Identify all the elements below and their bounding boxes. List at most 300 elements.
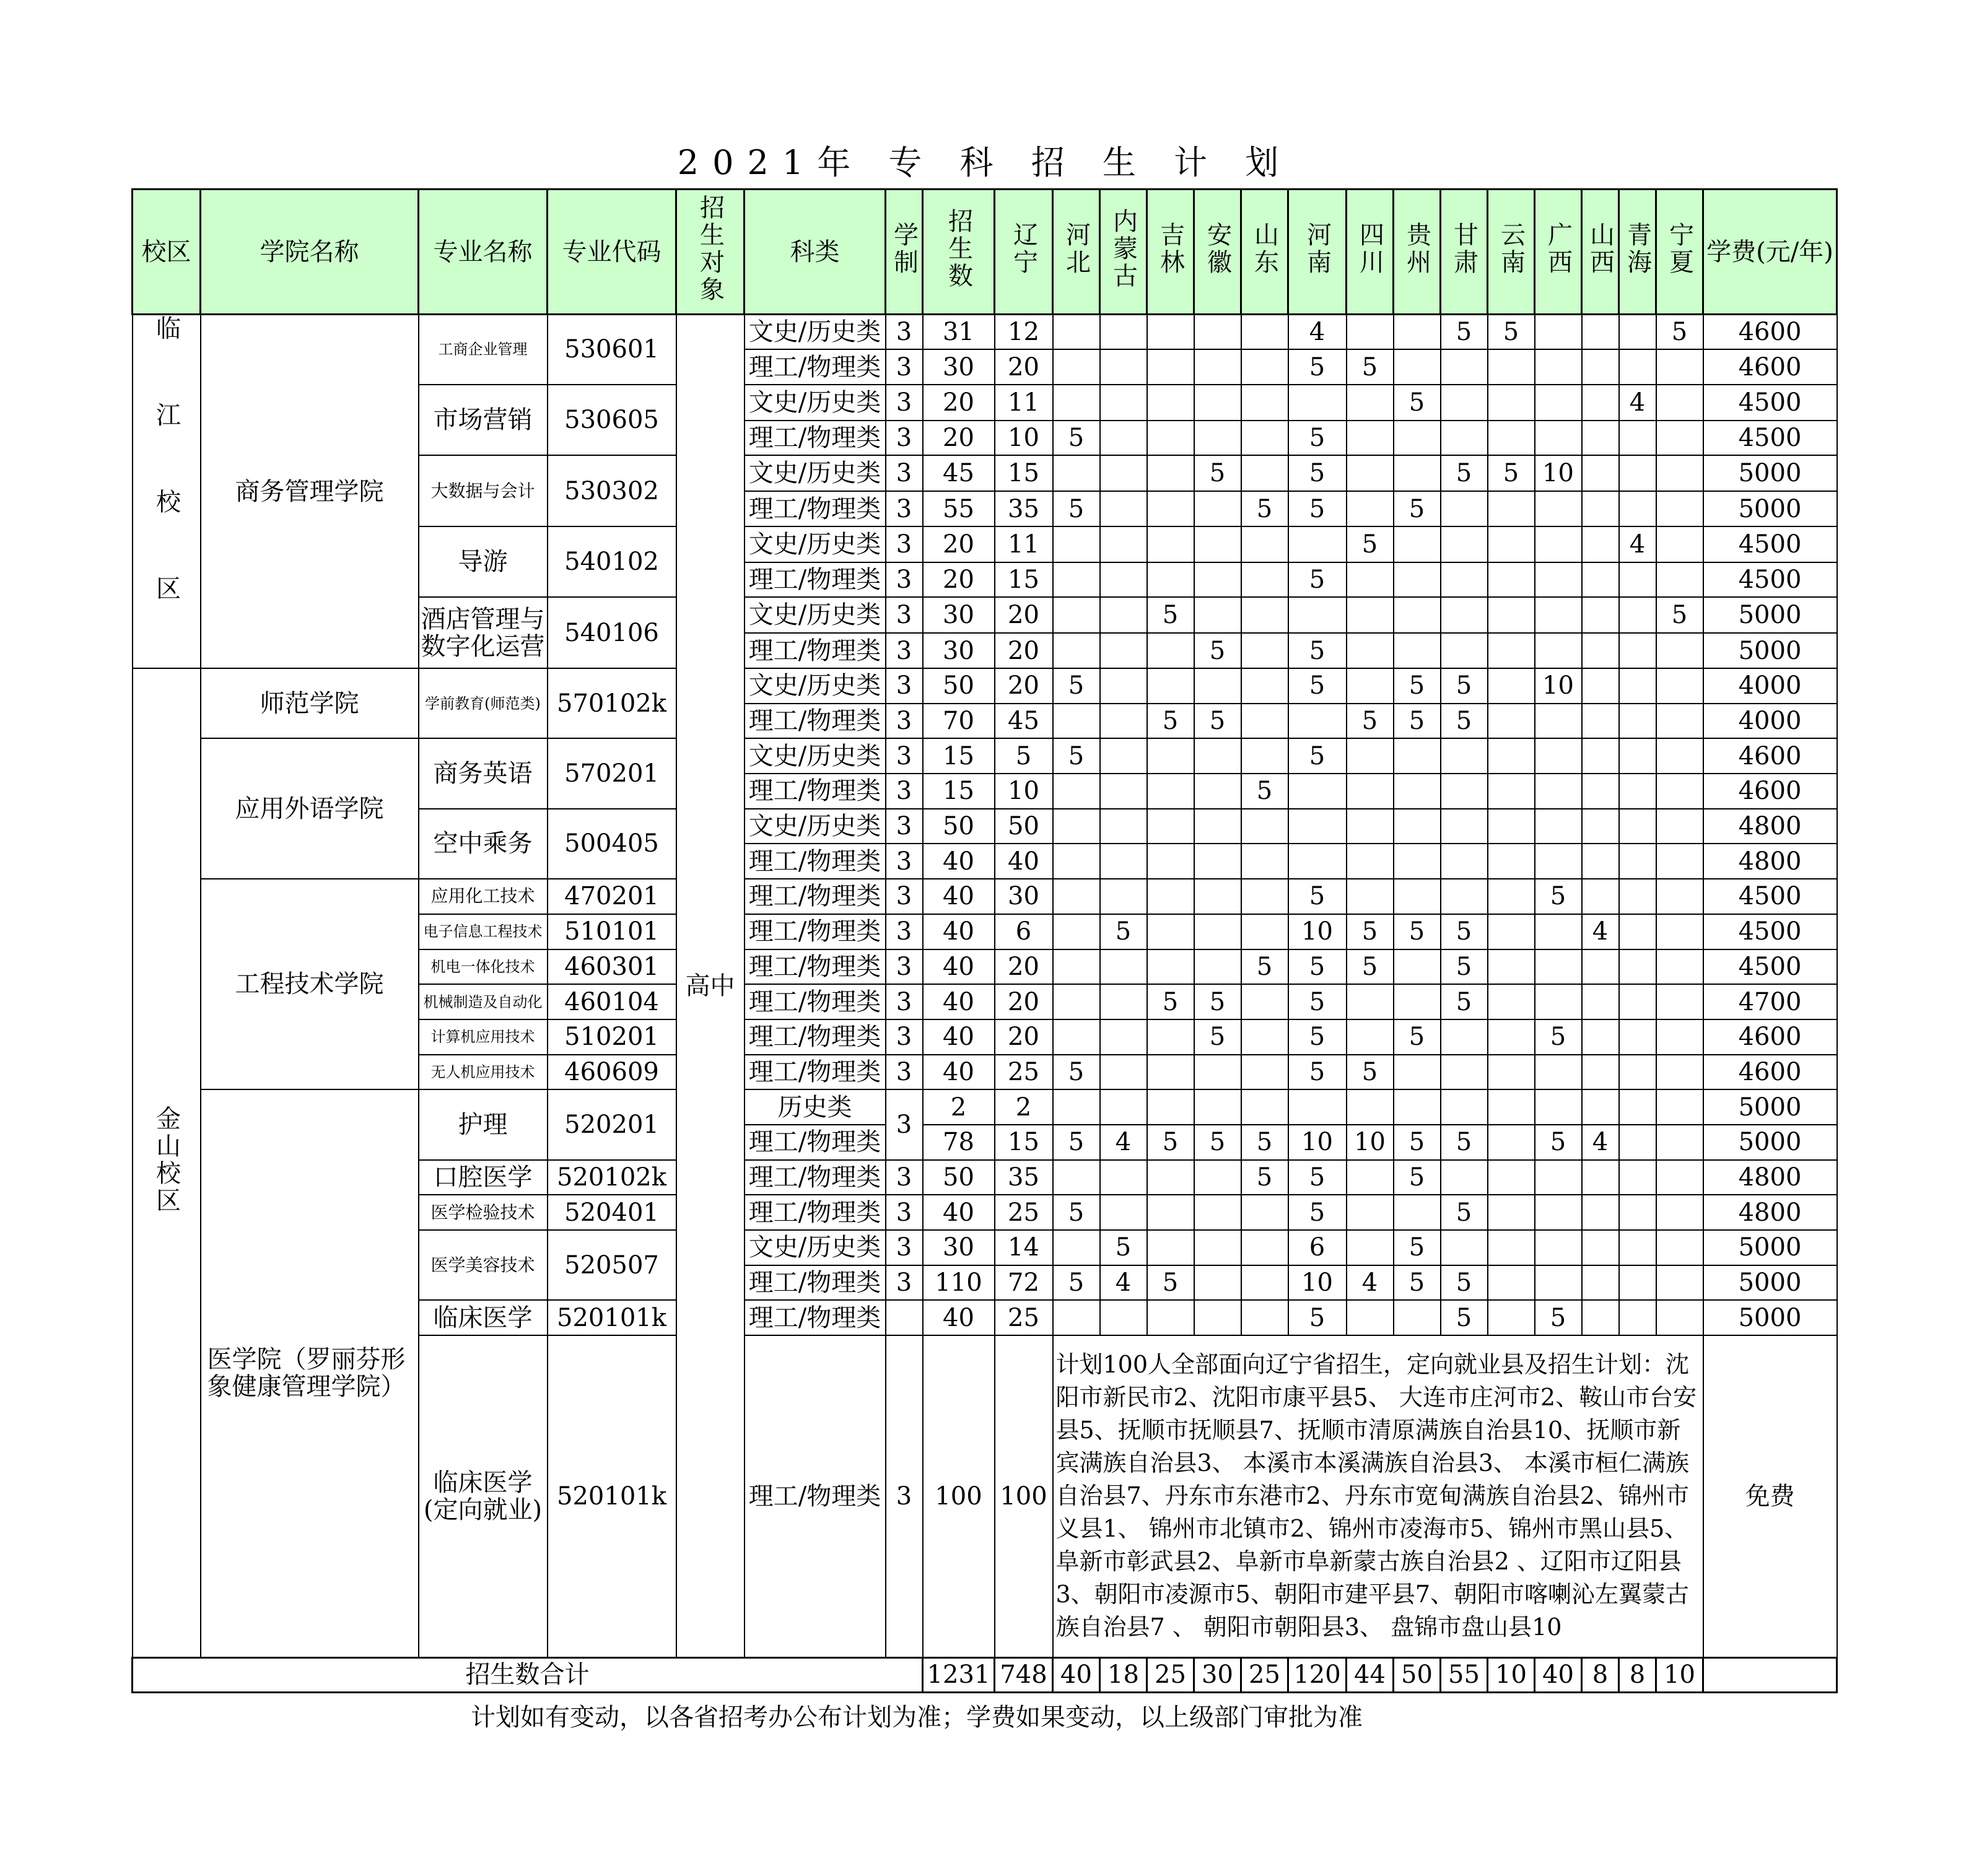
province-quota-cell (1441, 809, 1488, 844)
province-quota-cell (1053, 844, 1100, 879)
total-cell: 2 (923, 1089, 995, 1125)
category-cell: 文史/历史类 (745, 668, 886, 704)
province-quota-cell: 50 (995, 809, 1053, 844)
province-quota-cell (1582, 633, 1619, 668)
province-quota-cell: 5 (1347, 526, 1394, 562)
province-quota-cell: 5 (1441, 1300, 1488, 1335)
major-code-cell: 510201 (548, 1019, 676, 1055)
province-quota-cell (1241, 455, 1288, 491)
province-quota-cell (1656, 491, 1703, 526)
province-quota-cell (1053, 984, 1100, 1019)
province-quota-cell: 10 (1535, 455, 1582, 491)
province-quota-cell (1241, 349, 1288, 385)
province-quota-cell (1488, 704, 1535, 739)
province-quota-cell (1535, 774, 1582, 809)
province-quota-cell (1582, 879, 1619, 914)
totals-row (133, 1657, 1837, 1692)
total-cell: 30 (923, 633, 995, 668)
totals-province: 40 (1053, 1657, 1100, 1692)
province-quota-cell (1147, 809, 1194, 844)
province-quota-cell: 5 (1053, 491, 1100, 526)
header-category: 科类 (745, 190, 886, 315)
province-quota-cell (1441, 774, 1488, 809)
province-quota-cell (1656, 1055, 1703, 1090)
category-cell: 理工/物理类 (745, 1055, 886, 1090)
province-quota-cell (1619, 633, 1656, 668)
province-quota-cell (1488, 809, 1535, 844)
province-quota-cell (1194, 949, 1241, 985)
province-quota-cell: 10 (1288, 1265, 1347, 1301)
province-quota-cell (1488, 562, 1535, 598)
province-quota-cell (1656, 914, 1703, 949)
province-quota-cell (1194, 1055, 1241, 1090)
province-quota-cell (1441, 526, 1488, 562)
header-years-label: 学制 (889, 222, 919, 276)
years-cell: 3 (886, 949, 923, 985)
category-cell: 理工/物理类 (745, 1300, 886, 1335)
province-quota-cell (1194, 385, 1241, 421)
province-quota-cell: 5 (1241, 1160, 1288, 1195)
province-quota-cell: 5 (1441, 1195, 1488, 1230)
total-cell: 40 (923, 1300, 995, 1335)
province-quota-cell: 4 (1347, 1265, 1394, 1301)
province-quota-cell: 5 (1053, 1125, 1100, 1160)
header-province (1488, 190, 1535, 315)
province-quota-cell: 5 (1053, 1055, 1100, 1090)
years-cell: 3 (886, 774, 923, 809)
province-quota-cell: 5 (1288, 668, 1347, 704)
province-quota-cell (1241, 1055, 1288, 1090)
province-quota-cell (1194, 562, 1241, 598)
fee-cell: 4600 (1703, 738, 1837, 774)
province-quota-cell (1656, 949, 1703, 985)
province-quota-cell (1100, 984, 1147, 1019)
header-province (1053, 190, 1100, 315)
province-quota-cell (1535, 809, 1582, 844)
years-cell: 3 (886, 633, 923, 668)
province-quota-cell (1347, 633, 1394, 668)
campus-cell (133, 315, 201, 669)
province-quota-cell (1347, 315, 1394, 350)
province-quota-cell (1147, 1230, 1194, 1265)
province-quota-cell (1347, 421, 1394, 456)
province-quota-cell (1488, 668, 1535, 704)
province-quota-cell (1535, 597, 1582, 633)
province-quota-cell (1582, 526, 1619, 562)
province-quota-cell (1535, 704, 1582, 739)
province-quota-cell (1619, 1300, 1656, 1335)
province-quota-cell: 11 (995, 385, 1053, 421)
header-province (1656, 190, 1703, 315)
province-quota-cell: 20 (995, 984, 1053, 1019)
province-quota-cell (1619, 704, 1656, 739)
province-quota-cell (1582, 738, 1619, 774)
fee-cell: 4500 (1703, 562, 1837, 598)
province-quota-cell: 5 (1441, 949, 1488, 985)
province-quota-cell (1053, 455, 1100, 491)
total-cell: 50 (923, 809, 995, 844)
province-quota-cell (1394, 879, 1441, 914)
province-quota-cell (1488, 1195, 1535, 1230)
province-quota-cell (1241, 1230, 1288, 1265)
province-quota-cell: 10 (1535, 668, 1582, 704)
province-quota-cell (1100, 349, 1147, 385)
directed-plan-note: 计划100人全部面向辽宁省招生，定向就业县及招生计划：沈阳市新民市2、沈阳市康平县5、 大连市庄河市2、鞍山市台安县5、抚顺市抚顺县7、抚顺市清原满族自治县10、抚顺市新宾满族自治县3、 本溪市本溪满族自治县3、 本溪市桓仁满族自治县7、丹东市东港市2、丹东市宽甸满族自治县2、锦州市义县1、 锦州市北镇市2、锦州市凌海市5、锦州市黑山县5、 阜新市彰武县2、阜新市阜新蒙古族自治县2 、辽阳市辽阳县3、朝阳市凌源市5、朝阳市建平县7、朝阳市喀喇沁左翼蒙古族自治县7 、 朝阳市朝阳县3、 盘锦市盘山县10 (1053, 1335, 1703, 1657)
header-total (923, 190, 995, 315)
province-quota-cell (1100, 633, 1147, 668)
totals-province: 40 (1535, 1657, 1582, 1692)
province-quota-cell (1347, 738, 1394, 774)
province-quota-cell: 5 (1488, 315, 1535, 350)
province-quota-cell (1488, 1230, 1535, 1265)
category-cell: 文史/历史类 (745, 455, 886, 491)
category-cell: 文史/历史类 (745, 809, 886, 844)
province-quota-cell (1194, 774, 1241, 809)
province-quota-cell (1053, 704, 1100, 739)
province-quota-cell (1582, 1019, 1619, 1055)
major-name-cell: 空中乘务 (419, 809, 548, 879)
province-quota-cell: 5 (1535, 1125, 1582, 1160)
province-quota-cell (1147, 738, 1194, 774)
total-cell: 20 (923, 385, 995, 421)
category-cell: 理工/物理类 (745, 1195, 886, 1230)
header-college: 学院名称 (201, 190, 419, 315)
province-quota-cell (1241, 597, 1288, 633)
province-quota-cell (1619, 597, 1656, 633)
province-quota-cell (1241, 668, 1288, 704)
province-quota-cell (1053, 526, 1100, 562)
province-quota-cell: 10 (1288, 914, 1347, 949)
totals-province: 25 (1241, 1657, 1288, 1692)
years-cell: 3 (886, 1019, 923, 1055)
province-quota-cell: 5 (1053, 738, 1100, 774)
years-cell: 3 (886, 1055, 923, 1090)
category-cell: 理工/物理类 (745, 1019, 886, 1055)
fee-cell: 4500 (1703, 879, 1837, 914)
province-quota-cell: 5 (1394, 1019, 1441, 1055)
major-name-cell: 临床医学(定向就业) (419, 1335, 548, 1657)
province-quota-cell (1394, 809, 1441, 844)
fee-cell: 5000 (1703, 597, 1837, 633)
province-quota-cell (1441, 738, 1488, 774)
fee-cell: 4000 (1703, 668, 1837, 704)
years-cell: 3 (886, 1089, 923, 1159)
major-name-cell: 医学检验技术 (419, 1195, 548, 1230)
province-quota-cell (1194, 738, 1241, 774)
province-quota-cell (1241, 914, 1288, 949)
province-quota-cell: 5 (1441, 1125, 1488, 1160)
province-quota-cell (1100, 315, 1147, 350)
province-quota-cell (1619, 1089, 1656, 1125)
province-quota-cell (1488, 1160, 1535, 1195)
province-quota-cell (1582, 491, 1619, 526)
fee-cell: 4600 (1703, 315, 1837, 350)
years-cell: 3 (886, 984, 923, 1019)
header-province (1582, 190, 1619, 315)
province-quota-cell (1656, 984, 1703, 1019)
province-quota-cell (1488, 774, 1535, 809)
province-quota-cell: 5 (1488, 455, 1535, 491)
province-quota-cell (1241, 385, 1288, 421)
fee-cell: 4000 (1703, 704, 1837, 739)
province-quota-cell (1194, 668, 1241, 704)
province-quota-cell (1100, 421, 1147, 456)
province-quota-cell (1441, 1160, 1488, 1195)
total-cell: 50 (923, 1160, 995, 1195)
years-cell: 3 (886, 879, 923, 914)
province-quota-cell (1053, 349, 1100, 385)
major-name-cell: 计算机应用技术 (419, 1019, 548, 1055)
college-cell: 工程技术学院 (201, 879, 419, 1089)
province-quota-cell (1535, 1195, 1582, 1230)
totals-province: 44 (1347, 1657, 1394, 1692)
province-quota-cell (1241, 562, 1288, 598)
category-cell: 文史/历史类 (745, 315, 886, 350)
province-quota-cell: 5 (1241, 949, 1288, 985)
fee-cell: 4500 (1703, 421, 1837, 456)
province-quota-cell (1535, 914, 1582, 949)
category-cell: 理工/物理类 (745, 774, 886, 809)
header-province-label: 山东 (1250, 222, 1279, 276)
province-quota-cell (1488, 914, 1535, 949)
province-quota-cell: 5 (1288, 349, 1347, 385)
province-quota-cell (1053, 562, 1100, 598)
province-quota-cell (1100, 704, 1147, 739)
province-quota-cell: 12 (995, 315, 1053, 350)
province-quota-cell (1441, 385, 1488, 421)
province-quota-cell (1241, 1300, 1288, 1335)
province-quota-cell (1488, 633, 1535, 668)
province-quota-cell: 15 (995, 562, 1053, 598)
province-quota-cell: 20 (995, 668, 1053, 704)
province-quota-cell (1656, 1195, 1703, 1230)
major-name-cell: 临床医学 (419, 1300, 548, 1335)
total-cell: 20 (923, 562, 995, 598)
years-cell: 3 (886, 738, 923, 774)
province-quota-cell (1441, 633, 1488, 668)
province-quota-cell: 5 (1194, 1019, 1241, 1055)
province-quota-cell (1582, 1160, 1619, 1195)
totals-province: 25 (1147, 1657, 1194, 1692)
province-quota-cell (1535, 633, 1582, 668)
province-quota-cell: 14 (995, 1230, 1053, 1265)
province-quota-cell (1656, 1230, 1703, 1265)
major-name-cell: 应用化工技术 (419, 879, 548, 914)
province-quota-cell: 5 (1441, 914, 1488, 949)
total-cell: 31 (923, 315, 995, 350)
category-cell: 文史/历史类 (745, 1230, 886, 1265)
target-cell: 高中 (676, 315, 745, 1658)
province-quota-cell (1241, 315, 1288, 350)
province-quota-cell: 5 (1288, 421, 1347, 456)
province-quota-cell: 5 (1053, 668, 1100, 704)
province-quota-cell: 4 (1100, 1265, 1147, 1301)
province-quota-cell (1288, 385, 1347, 421)
province-quota-cell (1194, 844, 1241, 879)
major-code-cell: 460301 (548, 949, 676, 985)
province-quota-cell (1347, 809, 1394, 844)
province-quota-cell: 5 (1194, 704, 1241, 739)
province-quota-cell: 15 (995, 1125, 1053, 1160)
province-quota-cell (1619, 914, 1656, 949)
province-quota-cell (1582, 349, 1619, 385)
province-quota-cell (1394, 1089, 1441, 1125)
province-quota-cell (1488, 526, 1535, 562)
province-quota-cell: 4 (1100, 1125, 1147, 1160)
totals-province: 10 (1488, 1657, 1535, 1692)
province-quota-cell (1394, 1055, 1441, 1090)
major-code-cell: 520401 (548, 1195, 676, 1230)
province-quota-cell (1100, 774, 1147, 809)
province-quota-cell (1656, 1265, 1703, 1301)
province-quota-cell (1488, 349, 1535, 385)
fee-cell: 4800 (1703, 1195, 1837, 1230)
fee-cell: 4800 (1703, 809, 1837, 844)
province-quota-cell (1194, 491, 1241, 526)
province-quota-cell (1100, 1055, 1147, 1090)
province-quota-cell (1535, 984, 1582, 1019)
years-cell (886, 1300, 923, 1335)
province-quota-cell (1656, 1300, 1703, 1335)
province-quota-cell (1656, 562, 1703, 598)
province-quota-cell (1535, 385, 1582, 421)
fee-cell: 4600 (1703, 774, 1837, 809)
province-quota-cell (1656, 704, 1703, 739)
province-quota-cell (1100, 1160, 1147, 1195)
province-quota-cell: 10 (1347, 1125, 1394, 1160)
province-quota-cell: 35 (995, 491, 1053, 526)
province-quota-cell: 5 (1288, 984, 1347, 1019)
province-quota-cell: 5 (1147, 984, 1194, 1019)
totals-province: 120 (1288, 1657, 1347, 1692)
province-quota-cell (1619, 1265, 1656, 1301)
total-cell: 110 (923, 1265, 995, 1301)
header-target-label: 招生对象 (696, 194, 725, 303)
fee-cell: 4500 (1703, 526, 1837, 562)
province-quota-cell: 5 (1288, 1195, 1347, 1230)
province-quota-cell (1147, 455, 1194, 491)
province-quota-cell (1619, 844, 1656, 879)
years-cell: 3 (886, 1265, 923, 1301)
years-cell: 3 (886, 1195, 923, 1230)
province-quota-cell (1656, 526, 1703, 562)
province-quota-cell (1488, 385, 1535, 421)
province-quota-cell (1619, 349, 1656, 385)
province-quota-cell (1535, 315, 1582, 350)
province-quota-cell (1147, 1300, 1194, 1335)
province-quota-cell (1053, 1089, 1100, 1125)
total-cell: 40 (923, 984, 995, 1019)
province-quota-cell: 15 (995, 455, 1053, 491)
province-quota-cell (1053, 385, 1100, 421)
province-quota-cell (1394, 774, 1441, 809)
province-quota-cell: 5 (1394, 1230, 1441, 1265)
major-name-cell: 工商企业管理 (419, 315, 548, 385)
major-code-cell: 540106 (548, 597, 676, 668)
header-province-label: 四川 (1355, 222, 1384, 276)
province-quota-cell: 5 (1347, 949, 1394, 985)
province-quota-cell (1488, 421, 1535, 456)
province-quota-cell (1100, 526, 1147, 562)
province-quota-cell (1241, 1265, 1288, 1301)
major-code-cell: 520101k (548, 1300, 676, 1335)
province-quota-cell: 5 (1100, 1230, 1147, 1265)
years-cell: 3 (886, 914, 923, 949)
province-quota-cell (1147, 844, 1194, 879)
province-quota-cell (1147, 879, 1194, 914)
province-quota-cell (1656, 421, 1703, 456)
province-quota-cell (1194, 526, 1241, 562)
province-quota-cell (1053, 597, 1100, 633)
province-quota-cell: 20 (995, 349, 1053, 385)
province-quota-cell (1053, 879, 1100, 914)
province-quota-cell: 5 (1394, 704, 1441, 739)
fee-cell: 4500 (1703, 914, 1837, 949)
years-cell: 3 (886, 844, 923, 879)
province-quota-cell (1394, 1195, 1441, 1230)
province-quota-cell: 5 (1194, 1125, 1241, 1160)
major-code-cell: 520507 (548, 1230, 676, 1300)
major-code-cell: 460104 (548, 984, 676, 1019)
province-quota-cell (1194, 1160, 1241, 1195)
province-quota-cell: 25 (995, 1300, 1053, 1335)
province-quota-cell (1394, 984, 1441, 1019)
major-code-cell: 500405 (548, 809, 676, 879)
province-quota-cell (1347, 1089, 1394, 1125)
province-quota-cell: 20 (995, 1019, 1053, 1055)
province-quota-cell: 5 (1288, 1160, 1347, 1195)
province-quota-cell (1241, 421, 1288, 456)
category-cell: 理工/物理类 (745, 1160, 886, 1195)
province-quota-cell: 5 (1288, 949, 1347, 985)
province-quota-cell (1053, 633, 1100, 668)
header-province (1241, 190, 1288, 315)
province-quota-cell (1194, 349, 1241, 385)
province-quota-cell: 5 (1656, 597, 1703, 633)
province-quota-cell (1053, 315, 1100, 350)
province-quota-cell (1656, 633, 1703, 668)
province-quota-cell (1053, 1019, 1100, 1055)
province-quota-cell (1656, 385, 1703, 421)
province-quota-cell (1053, 949, 1100, 985)
province-quota-cell (1100, 491, 1147, 526)
header-province-label: 云南 (1496, 222, 1526, 276)
total-cell: 15 (923, 774, 995, 809)
province-quota-cell (1347, 1160, 1394, 1195)
province-quota-cell (1100, 1195, 1147, 1230)
province-quota-cell (1053, 914, 1100, 949)
header-province (1100, 190, 1147, 315)
province-quota-cell: 5 (1535, 1300, 1582, 1335)
province-quota-cell (1147, 562, 1194, 598)
province-quota-cell: 5 (1241, 774, 1288, 809)
province-quota-cell: 5 (1535, 1019, 1582, 1055)
province-quota-cell: 5 (1441, 668, 1488, 704)
header-province (1194, 190, 1241, 315)
years-cell: 3 (886, 1230, 923, 1265)
province-quota-cell (1394, 844, 1441, 879)
province-quota-cell: 5 (1288, 1055, 1347, 1090)
province-quota-cell (1656, 668, 1703, 704)
province-quota-cell (1656, 774, 1703, 809)
province-quota-cell (1100, 809, 1147, 844)
major-code-cell: 540102 (548, 526, 676, 598)
province-quota-cell (1619, 491, 1656, 526)
province-quota-cell: 5 (1441, 704, 1488, 739)
province-quota-cell (1194, 1195, 1241, 1230)
province-quota-cell (1619, 1230, 1656, 1265)
province-quota-cell (1535, 1230, 1582, 1265)
